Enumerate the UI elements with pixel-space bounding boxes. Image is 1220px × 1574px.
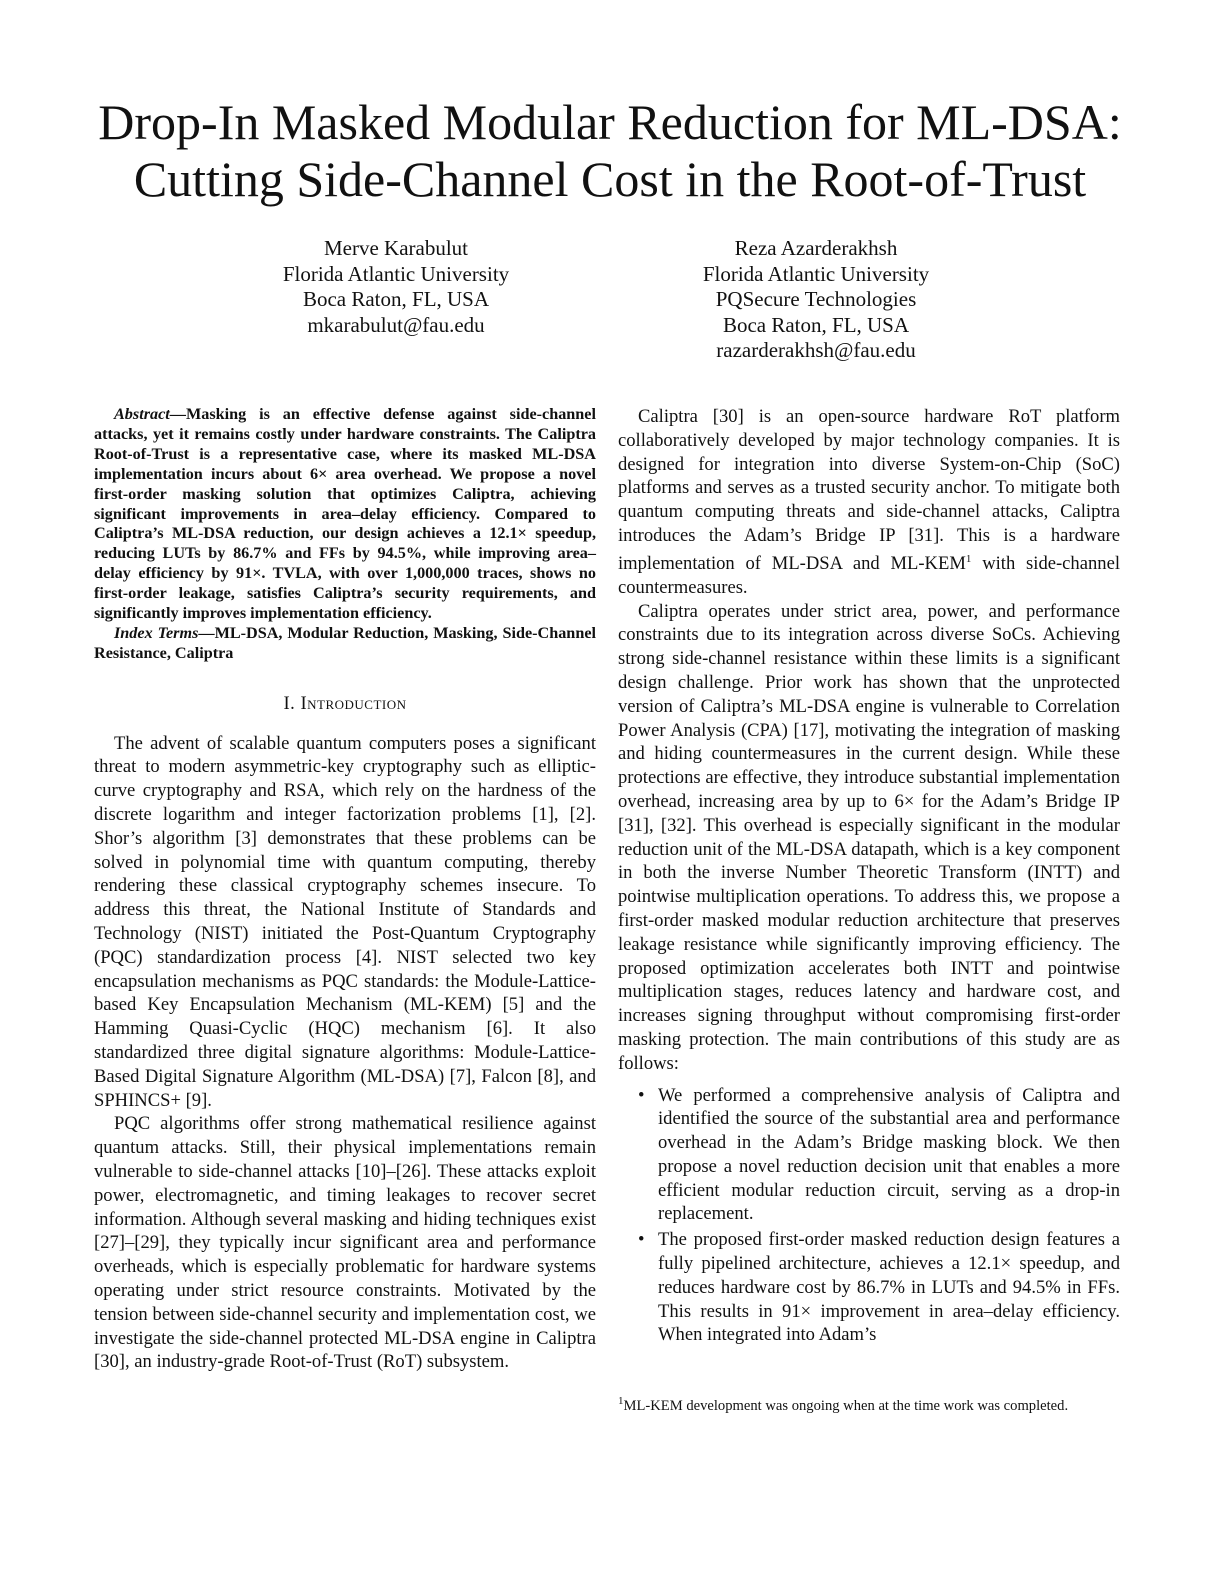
section-heading (94, 692, 596, 716)
left-column (94, 405, 596, 1374)
right-column (618, 405, 1120, 1349)
author-block-1 (236, 236, 556, 338)
section-number: I. (283, 692, 296, 714)
paragraph-text: with side-channel countermeasures. (618, 552, 1120, 598)
footnote-marker: 1 (965, 552, 972, 565)
title-line-2: Cutting Side-Channel Cost in the Root-of-Trust (133, 151, 1087, 207)
paper-title (60, 94, 1160, 208)
footnote (618, 1392, 1120, 1415)
list-item (618, 1228, 1120, 1347)
section-title: Introduction (300, 692, 407, 714)
title-line-1: Drop-In Masked Modular Reduction for ML-DSA: (98, 94, 1122, 150)
abstract-label: Abstract (114, 405, 170, 423)
list-item-text: The proposed first-order masked reduction design features a fully pipelined architecture, achieves a 12.1× speedup, and reduces hardware cost by 86.7% in LUTs and 94.5% in FFs. This results in 91× improvement in area–delay efficiency. When integrated into Adam’s (658, 1229, 1120, 1346)
author-affiliation-2: PQSecure Technologies (715, 287, 917, 311)
body-paragraph (618, 405, 1120, 600)
author-name: Reza Azarderakhsh (734, 236, 898, 260)
abstract (94, 405, 596, 664)
list-item (618, 1084, 1120, 1227)
body-paragraph: PQC algorithms offer strong mathematical resilience against quantum attacks. Still, their physical implementations remain vulnerable to side-channel attacks [10]–[26]. These attacks exploit power, electromagnetic, and timing leakages to recover secret information. Although several masking and hiding techniques exist [27]–[29], they typically incur significant area and performance overheads, which is especially problematic for hardware systems operating under strict resource constraints. Motivated by the tension between side-channel security and implementation cost, we investigate the side-channel protected ML-DSA engine in Caliptra [30], an industry-grade Root-of-Trust (RoT) subsystem. (94, 1113, 596, 1373)
author-name: Merve Karabulut (323, 236, 469, 260)
author-location: Boca Raton, FL, USA (722, 312, 910, 337)
contributions-list (618, 1084, 1120, 1348)
paragraph-text: Caliptra [30] is an open-source hardware RoT platform collaboratively developed by major technology companies. It is designed for integration into diverse System-on-Chip (SoC) platforms and serves as a trusted security anchor. To mitigate both quantum computing threats and side-channel attacks, Caliptra introduces the Adam’s Bridge IP [31]. This is a hardware implementation of ML-DSA and ML-KEM (618, 406, 1120, 574)
body-paragraph: The advent of scalable quantum computers poses a significant threat to modern asymmetric-key cryptography such as elliptic-curve cryptography and RSA, which rely on the hardness of the discrete logarithm and integer factorization problems [1], [2]. Shor’s algorithm [3] demonstrates that these problems can be solved in polynomial time with quantum computing, thereby rendering these classical cryptography schemes insecure. To address this threat, the National Institute of Standards and Technology (NIST) initiated the Post-Quantum Cryptography (PQC) standardization process [4]. NIST selected two key encapsulation mechanisms as PQC standards: the Module-Lattice-based Key Encapsulation Mechanism (ML-KEM) [5] and the Hamming Quasi-Cyclic (HQC) mechanism [6]. It also standardized three digital signature algorithms: Module-Lattice-Based Digital Signature Algorithm (ML-DSA) [7], Falcon [8], and SPHINCS+ [9]. (94, 732, 596, 1111)
abstract-text: —Masking is an effective defense against side-channel attacks, yet it remains costly under hardware constraints. The Caliptra Root-of-Trust is a representative case, where its masked ML-DSA implementation incurs about 6× area overhead. We propose a novel first-order masking solution that optimizes Caliptra, achieving significant improvements in area–delay efficiency. Compared to Caliptra’s ML-DSA reduction, our design achieves a 12.1× speedup, reducing LUTs by 86.7% and FFs by 94.5%, while improving area–delay efficiency by 91×. TVLA, with over 1,000,000 traces, shows no first-order leakage, satisfies Caliptra’s security requirements, and significantly improves implementation efficiency. (94, 405, 596, 623)
author-email: mkarabulut@fau.edu (307, 312, 485, 337)
author-block-2 (656, 236, 976, 364)
index-terms-text: —ML-DSA, Modular Reduction, Masking, Side-Channel Resistance, Caliptra (94, 623, 596, 662)
bullet-icon: • (638, 1084, 645, 1106)
footnote-number: 1 (618, 1395, 624, 1407)
author-affiliation: Florida Atlantic University (282, 261, 510, 286)
author-email: razarderakhsh@fau.edu (716, 338, 916, 362)
list-item-text: We performed a comprehensive analysis of Caliptra and identified the source of the substantial area and performance overhead in the Adam’s Bridge masking block. We then propose a novel reduction decision unit that enables a more efficient modular reduction circuit, serving as a drop-in replacement. (658, 1084, 1120, 1225)
author-affiliation: Florida Atlantic University (702, 261, 930, 286)
author-location: Boca Raton, FL, USA (302, 287, 490, 311)
bullet-icon: • (638, 1229, 645, 1251)
body-paragraph: Caliptra operates under strict area, power, and performance constraints due to its integration across diverse SoCs. Achieving strong side-channel resistance within these limits is a significant design challenge. Prior work has shown that the unprotected version of Caliptra’s ML-DSA engine is vulnerable to Correlation Power Analysis (CPA) [17], motivating the integration of masking and hiding countermeasures in the current design. While these protections are effective, they introduce substantial implementation overhead, increasing area by up to 6× for the Adam’s Bridge IP [31], [32]. This overhead is especially significant in the modular reduction unit of the ML-DSA datapath, which is a key component in both the inverse Number Theoretic Transform (INTT) and pointwise multiplication operations. To address this, we propose a first-order masked modular reduction architecture that preserves leakage resistance while significantly improving efficiency. The proposed optimization accelerates both INTT and pointwise multiplication stages, reduces latency and hardware cost, and increases signing throughput without compromising first-order masking protection. The main contributions of this study are as follows: (618, 600, 1120, 1074)
index-terms-label: Index Terms (114, 623, 199, 642)
footnote-text: ML-KEM development was ongoing when at the time work was completed. (623, 1397, 1069, 1414)
